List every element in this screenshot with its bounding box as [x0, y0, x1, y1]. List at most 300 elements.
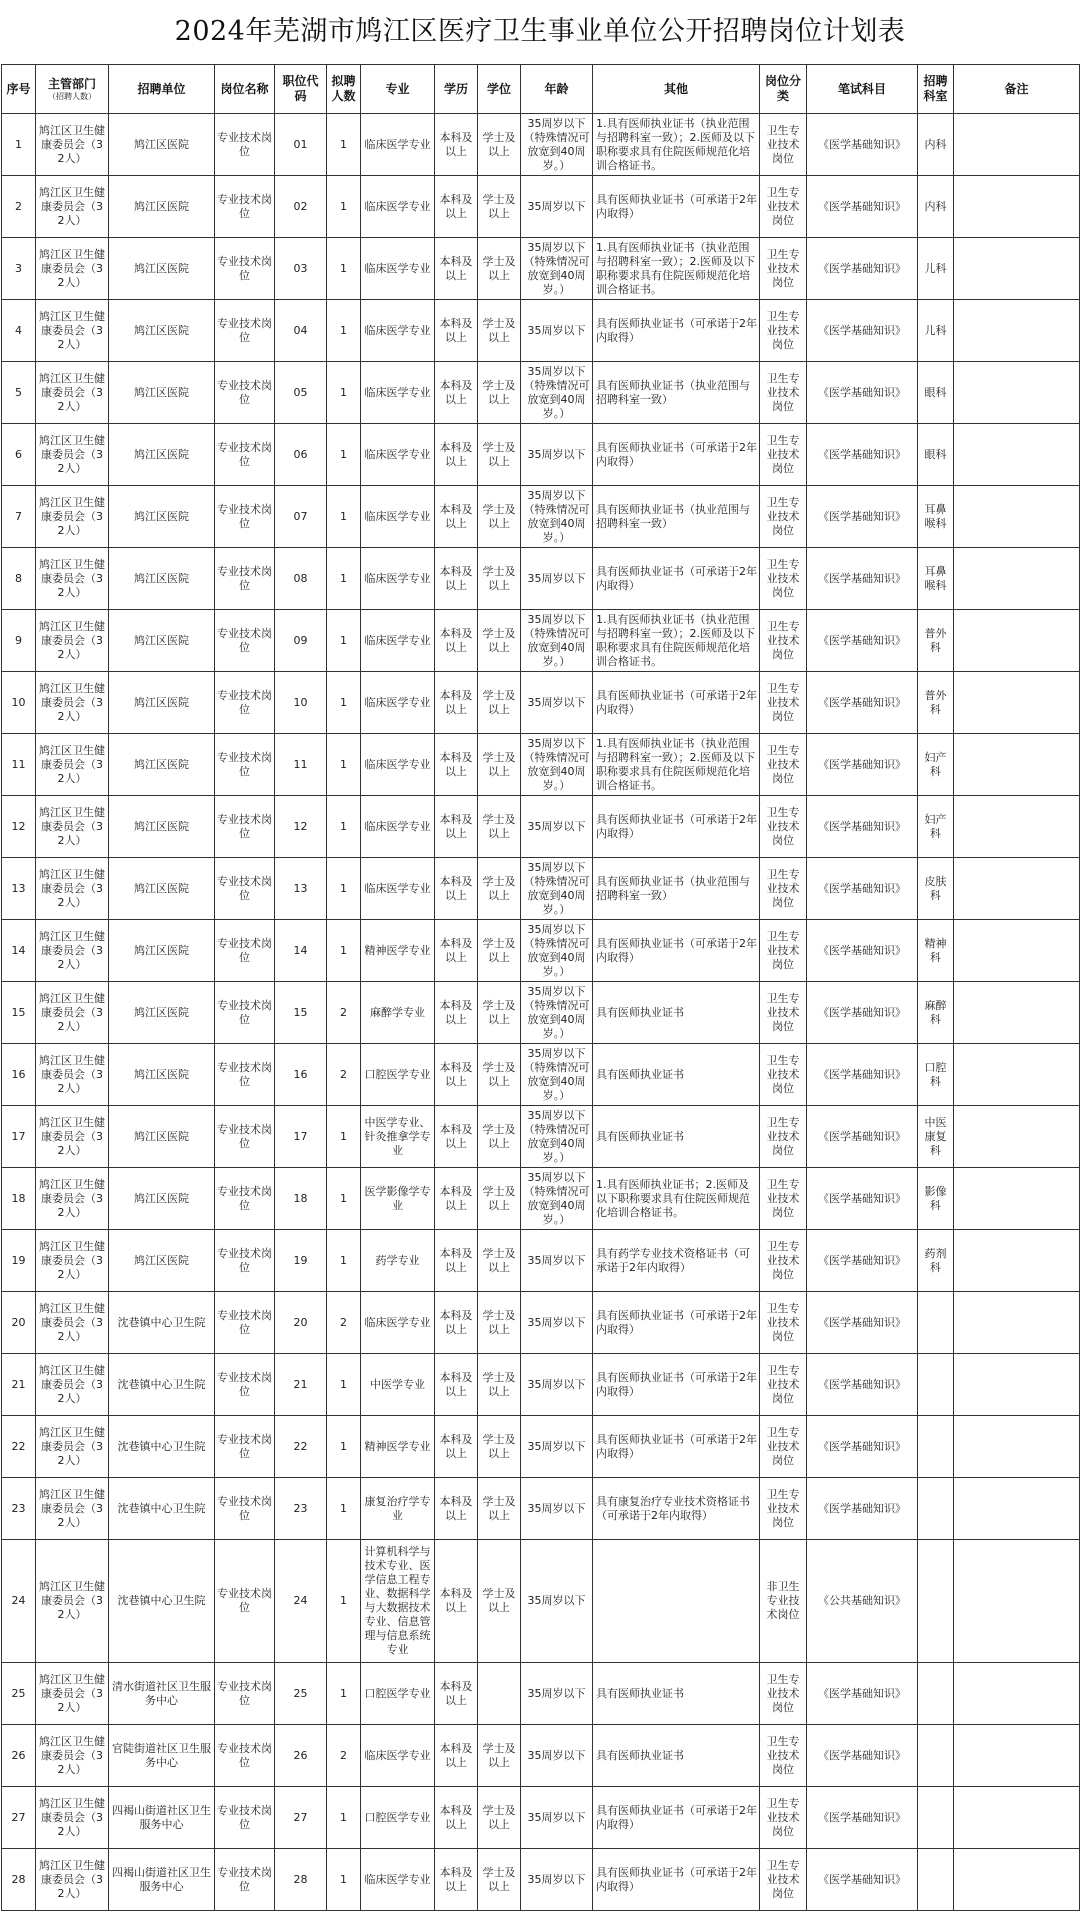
cell-code: 10 [275, 672, 327, 734]
cell-remark [954, 610, 1080, 672]
cell-degree: 学士及以上 [478, 300, 521, 362]
cell-post: 专业技术岗位 [215, 982, 275, 1044]
cell-exam: 《医学基础知识》 [807, 610, 918, 672]
table-row [2, 176, 1080, 238]
table-row [2, 1540, 1080, 1663]
cell-dept: 鸠江区卫生健康委员会（32人） [36, 548, 109, 610]
table-row [2, 920, 1080, 982]
cell-seq: 25 [2, 1663, 36, 1725]
cell-other: 具有医师执业证书（可承诺于2年内取得） [593, 548, 760, 610]
cell-major: 临床医学专业 [361, 548, 435, 610]
cell-category: 卫生专业技术岗位 [760, 1849, 807, 1911]
cell-remark [954, 734, 1080, 796]
cell-remark [954, 300, 1080, 362]
cell-major: 计算机科学与技术专业、医学信息工程专业、数据科学与大数据技术专业、信息管理与信息系统专业 [361, 1540, 435, 1663]
cell-remark [954, 672, 1080, 734]
cell-unit: 鸠江区医院 [109, 796, 215, 858]
cell-post: 专业技术岗位 [215, 1663, 275, 1725]
cell-edu: 本科及以上 [435, 486, 478, 548]
cell-other: 1.具有医师执业证书（执业范围与招聘科室一致）；2.医师及以下职称要求具有住院医师规范化培训合格证书。 [593, 238, 760, 300]
cell-code: 12 [275, 796, 327, 858]
cell-exam: 《医学基础知识》 [807, 424, 918, 486]
cell-age: 35周岁以下（特殊情况可放宽到40周岁。） [521, 858, 593, 920]
cell-num: 1 [327, 176, 361, 238]
cell-other: 具有医师执业证书 [593, 1106, 760, 1168]
cell-exam: 《医学基础知识》 [807, 548, 918, 610]
cell-age: 35周岁以下 [521, 1230, 593, 1292]
header-code: 职位代码 [275, 65, 327, 114]
cell-major: 医学影像学专业 [361, 1168, 435, 1230]
cell-remark [954, 1416, 1080, 1478]
cell-edu: 本科及以上 [435, 300, 478, 362]
cell-degree: 学士及以上 [478, 1354, 521, 1416]
cell-age: 35周岁以下 [521, 300, 593, 362]
cell-code: 07 [275, 486, 327, 548]
cell-dept: 鸠江区卫生健康委员会（32人） [36, 1849, 109, 1911]
table-row [2, 1478, 1080, 1540]
cell-major: 康复治疗学专业 [361, 1478, 435, 1540]
table-row [2, 548, 1080, 610]
cell-code: 11 [275, 734, 327, 796]
header-post-name: 岗位名称 [215, 65, 275, 114]
header-remark: 备注 [954, 65, 1080, 114]
cell-seq: 28 [2, 1849, 36, 1911]
cell-room: 眼科 [918, 362, 954, 424]
cell-major: 临床医学专业 [361, 300, 435, 362]
cell-remark [954, 796, 1080, 858]
cell-exam: 《医学基础知识》 [807, 238, 918, 300]
cell-code: 22 [275, 1416, 327, 1478]
cell-edu: 本科及以上 [435, 610, 478, 672]
cell-room [918, 1849, 954, 1911]
cell-post: 专业技术岗位 [215, 1168, 275, 1230]
cell-remark [954, 1725, 1080, 1787]
cell-exam: 《医学基础知识》 [807, 1725, 918, 1787]
cell-num: 1 [327, 114, 361, 176]
cell-edu: 本科及以上 [435, 1725, 478, 1787]
cell-major: 口腔医学专业 [361, 1787, 435, 1849]
cell-edu: 本科及以上 [435, 858, 478, 920]
cell-category: 卫生专业技术岗位 [760, 486, 807, 548]
cell-degree: 学士及以上 [478, 238, 521, 300]
cell-seq: 23 [2, 1478, 36, 1540]
cell-major: 临床医学专业 [361, 1849, 435, 1911]
cell-unit: 鸠江区医院 [109, 1168, 215, 1230]
cell-degree [478, 1663, 521, 1725]
cell-seq: 13 [2, 858, 36, 920]
cell-other: 具有医师执业证书（执业范围与招聘科室一致） [593, 858, 760, 920]
cell-dept: 鸠江区卫生健康委员会（32人） [36, 1787, 109, 1849]
table-row [2, 796, 1080, 858]
cell-category: 卫生专业技术岗位 [760, 982, 807, 1044]
cell-edu: 本科及以上 [435, 796, 478, 858]
cell-degree: 学士及以上 [478, 796, 521, 858]
cell-age: 35周岁以下 [521, 424, 593, 486]
cell-remark [954, 362, 1080, 424]
cell-code: 03 [275, 238, 327, 300]
cell-category: 卫生专业技术岗位 [760, 1106, 807, 1168]
cell-post: 专业技术岗位 [215, 920, 275, 982]
cell-degree: 学士及以上 [478, 672, 521, 734]
cell-major: 精神医学专业 [361, 920, 435, 982]
cell-edu: 本科及以上 [435, 238, 478, 300]
cell-num: 1 [327, 238, 361, 300]
cell-edu: 本科及以上 [435, 1478, 478, 1540]
cell-exam: 《医学基础知识》 [807, 1787, 918, 1849]
cell-category: 卫生专业技术岗位 [760, 1787, 807, 1849]
cell-unit: 鸠江区医院 [109, 672, 215, 734]
cell-category: 卫生专业技术岗位 [760, 610, 807, 672]
cell-age: 35周岁以下 [521, 1540, 593, 1663]
cell-num: 1 [327, 1478, 361, 1540]
table-row [2, 610, 1080, 672]
cell-post: 专业技术岗位 [215, 114, 275, 176]
cell-exam: 《医学基础知识》 [807, 1354, 918, 1416]
recruitment-table [1, 64, 1080, 1911]
cell-room [918, 1787, 954, 1849]
cell-post: 专业技术岗位 [215, 300, 275, 362]
cell-other: 具有医师执业证书（可承诺于2年内取得） [593, 1787, 760, 1849]
table-row [2, 982, 1080, 1044]
cell-degree: 学士及以上 [478, 1044, 521, 1106]
cell-category: 非卫生专业技术岗位 [760, 1540, 807, 1663]
header-num: 拟聘人数 [327, 65, 361, 114]
cell-category: 卫生专业技术岗位 [760, 548, 807, 610]
cell-remark [954, 982, 1080, 1044]
cell-unit: 鸠江区医院 [109, 114, 215, 176]
table-row [2, 858, 1080, 920]
table-row [2, 362, 1080, 424]
header-age: 年龄 [521, 65, 593, 114]
cell-edu: 本科及以上 [435, 920, 478, 982]
cell-exam: 《医学基础知识》 [807, 300, 918, 362]
cell-seq: 5 [2, 362, 36, 424]
cell-room: 耳鼻喉科 [918, 548, 954, 610]
header-degree: 学位 [478, 65, 521, 114]
cell-remark [954, 238, 1080, 300]
cell-major: 口腔医学专业 [361, 1663, 435, 1725]
cell-major: 药学专业 [361, 1230, 435, 1292]
cell-post: 专业技术岗位 [215, 1106, 275, 1168]
cell-degree: 学士及以上 [478, 920, 521, 982]
cell-code: 21 [275, 1354, 327, 1416]
cell-other: 具有医师执业证书 [593, 1725, 760, 1787]
cell-unit: 鸠江区医院 [109, 548, 215, 610]
cell-major: 临床医学专业 [361, 1292, 435, 1354]
table-row [2, 424, 1080, 486]
cell-other: 具有医师执业证书（可承诺于2年内取得） [593, 1292, 760, 1354]
cell-age: 35周岁以下（特殊情况可放宽到40周岁。） [521, 238, 593, 300]
header-category: 岗位分类 [760, 65, 807, 114]
header-exam: 笔试科目 [807, 65, 918, 114]
cell-unit: 沈巷镇中心卫生院 [109, 1416, 215, 1478]
cell-dept: 鸠江区卫生健康委员会（32人） [36, 1478, 109, 1540]
cell-edu: 本科及以上 [435, 1168, 478, 1230]
cell-num: 2 [327, 1292, 361, 1354]
cell-remark [954, 486, 1080, 548]
cell-degree: 学士及以上 [478, 1230, 521, 1292]
cell-room [918, 1354, 954, 1416]
cell-major: 临床医学专业 [361, 796, 435, 858]
cell-num: 1 [327, 920, 361, 982]
cell-remark [954, 1540, 1080, 1663]
cell-seq: 9 [2, 610, 36, 672]
cell-degree: 学士及以上 [478, 1725, 521, 1787]
table-row [2, 1725, 1080, 1787]
cell-unit: 沈巷镇中心卫生院 [109, 1478, 215, 1540]
cell-seq: 16 [2, 1044, 36, 1106]
cell-other: 具有医师执业证书 [593, 982, 760, 1044]
table-row [2, 1292, 1080, 1354]
cell-age: 35周岁以下 [521, 1725, 593, 1787]
cell-num: 1 [327, 672, 361, 734]
cell-major: 临床医学专业 [361, 486, 435, 548]
header-other: 其他 [593, 65, 760, 114]
cell-post: 专业技术岗位 [215, 238, 275, 300]
cell-num: 1 [327, 610, 361, 672]
cell-room [918, 1478, 954, 1540]
cell-seq: 26 [2, 1725, 36, 1787]
cell-edu: 本科及以上 [435, 672, 478, 734]
cell-dept: 鸠江区卫生健康委员会（32人） [36, 238, 109, 300]
cell-code: 27 [275, 1787, 327, 1849]
cell-exam: 《医学基础知识》 [807, 1292, 918, 1354]
cell-room: 普外科 [918, 610, 954, 672]
cell-remark [954, 1354, 1080, 1416]
cell-exam: 《医学基础知识》 [807, 1663, 918, 1725]
cell-dept: 鸠江区卫生健康委员会（32人） [36, 424, 109, 486]
cell-dept: 鸠江区卫生健康委员会（32人） [36, 982, 109, 1044]
cell-remark [954, 1292, 1080, 1354]
table-row [2, 1354, 1080, 1416]
cell-remark [954, 1168, 1080, 1230]
cell-num: 1 [327, 486, 361, 548]
cell-exam: 《医学基础知识》 [807, 920, 918, 982]
cell-post: 专业技术岗位 [215, 1725, 275, 1787]
cell-category: 卫生专业技术岗位 [760, 796, 807, 858]
cell-post: 专业技术岗位 [215, 362, 275, 424]
cell-exam: 《医学基础知识》 [807, 362, 918, 424]
cell-num: 1 [327, 1106, 361, 1168]
cell-degree: 学士及以上 [478, 858, 521, 920]
cell-unit: 鸠江区医院 [109, 176, 215, 238]
cell-exam: 《医学基础知识》 [807, 486, 918, 548]
cell-category: 卫生专业技术岗位 [760, 300, 807, 362]
cell-dept: 鸠江区卫生健康委员会（32人） [36, 486, 109, 548]
cell-category: 卫生专业技术岗位 [760, 176, 807, 238]
cell-other: 具有药学专业技术资格证书（可承诺于2年内取得） [593, 1230, 760, 1292]
cell-dept: 鸠江区卫生健康委员会（32人） [36, 858, 109, 920]
cell-code: 26 [275, 1725, 327, 1787]
cell-category: 卫生专业技术岗位 [760, 1292, 807, 1354]
cell-num: 1 [327, 734, 361, 796]
cell-remark [954, 1849, 1080, 1911]
cell-dept: 鸠江区卫生健康委员会（32人） [36, 920, 109, 982]
cell-major: 中医学专业、针灸推拿学专业 [361, 1106, 435, 1168]
cell-degree: 学士及以上 [478, 982, 521, 1044]
cell-room: 影像科 [918, 1168, 954, 1230]
cell-unit: 鸠江区医院 [109, 610, 215, 672]
cell-exam: 《医学基础知识》 [807, 1849, 918, 1911]
cell-dept: 鸠江区卫生健康委员会（32人） [36, 1725, 109, 1787]
cell-seq: 11 [2, 734, 36, 796]
cell-unit: 官陡街道社区卫生服务中心 [109, 1725, 215, 1787]
cell-code: 02 [275, 176, 327, 238]
cell-age: 35周岁以下（特殊情况可放宽到40周岁。） [521, 982, 593, 1044]
cell-category: 卫生专业技术岗位 [760, 114, 807, 176]
cell-age: 35周岁以下 [521, 1416, 593, 1478]
cell-code: 13 [275, 858, 327, 920]
cell-degree: 学士及以上 [478, 114, 521, 176]
cell-code: 18 [275, 1168, 327, 1230]
cell-unit: 鸠江区医院 [109, 1106, 215, 1168]
cell-room: 妇产科 [918, 734, 954, 796]
cell-post: 专业技术岗位 [215, 672, 275, 734]
cell-major: 临床医学专业 [361, 858, 435, 920]
cell-unit: 鸠江区医院 [109, 362, 215, 424]
cell-dept: 鸠江区卫生健康委员会（32人） [36, 1416, 109, 1478]
cell-unit: 鸠江区医院 [109, 920, 215, 982]
table-row [2, 1787, 1080, 1849]
cell-seq: 10 [2, 672, 36, 734]
cell-edu: 本科及以上 [435, 982, 478, 1044]
cell-major: 临床医学专业 [361, 424, 435, 486]
cell-remark [954, 1106, 1080, 1168]
header-dept-label: 主管部门 [47, 76, 96, 91]
cell-unit: 鸠江区医院 [109, 1044, 215, 1106]
cell-edu: 本科及以上 [435, 176, 478, 238]
cell-category: 卫生专业技术岗位 [760, 1230, 807, 1292]
cell-room [918, 1540, 954, 1663]
cell-num: 1 [327, 424, 361, 486]
cell-exam: 《医学基础知识》 [807, 858, 918, 920]
cell-other: 具有医师执业证书（可承诺于2年内取得） [593, 176, 760, 238]
cell-degree: 学士及以上 [478, 1168, 521, 1230]
cell-other: 具有医师执业证书（可承诺于2年内取得） [593, 1416, 760, 1478]
cell-post: 专业技术岗位 [215, 734, 275, 796]
cell-age: 35周岁以下（特殊情况可放宽到40周岁。） [521, 1106, 593, 1168]
cell-category: 卫生专业技术岗位 [760, 1478, 807, 1540]
cell-code: 20 [275, 1292, 327, 1354]
table-row [2, 1044, 1080, 1106]
cell-age: 35周岁以下（特殊情况可放宽到40周岁。） [521, 362, 593, 424]
cell-room: 精神科 [918, 920, 954, 982]
cell-age: 35周岁以下 [521, 1478, 593, 1540]
header-dept [36, 65, 109, 114]
cell-other: 具有医师执业证书（可承诺于2年内取得） [593, 1354, 760, 1416]
cell-seq: 3 [2, 238, 36, 300]
cell-code: 28 [275, 1849, 327, 1911]
cell-num: 1 [327, 1230, 361, 1292]
cell-dept: 鸠江区卫生健康委员会（32人） [36, 114, 109, 176]
cell-degree: 学士及以上 [478, 1787, 521, 1849]
cell-dept: 鸠江区卫生健康委员会（32人） [36, 610, 109, 672]
cell-num: 1 [327, 1416, 361, 1478]
cell-age: 35周岁以下 [521, 1292, 593, 1354]
cell-major: 临床医学专业 [361, 114, 435, 176]
cell-seq: 18 [2, 1168, 36, 1230]
cell-room [918, 1292, 954, 1354]
cell-edu: 本科及以上 [435, 1230, 478, 1292]
cell-edu: 本科及以上 [435, 1292, 478, 1354]
cell-post: 专业技术岗位 [215, 1416, 275, 1478]
cell-edu: 本科及以上 [435, 1540, 478, 1663]
cell-seq: 24 [2, 1540, 36, 1663]
cell-num: 1 [327, 1787, 361, 1849]
cell-exam: 《医学基础知识》 [807, 1168, 918, 1230]
cell-exam: 《医学基础知识》 [807, 114, 918, 176]
cell-num: 2 [327, 1044, 361, 1106]
cell-edu: 本科及以上 [435, 548, 478, 610]
cell-dept: 鸠江区卫生健康委员会（32人） [36, 796, 109, 858]
cell-seq: 6 [2, 424, 36, 486]
table-row [2, 734, 1080, 796]
cell-category: 卫生专业技术岗位 [760, 734, 807, 796]
cell-dept: 鸠江区卫生健康委员会（32人） [36, 1106, 109, 1168]
cell-exam: 《医学基础知识》 [807, 672, 918, 734]
cell-room: 口腔科 [918, 1044, 954, 1106]
cell-seq: 15 [2, 982, 36, 1044]
cell-major: 精神医学专业 [361, 1416, 435, 1478]
cell-seq: 4 [2, 300, 36, 362]
cell-unit: 四褐山街道社区卫生服务中心 [109, 1849, 215, 1911]
cell-room [918, 1663, 954, 1725]
cell-unit: 鸠江区医院 [109, 238, 215, 300]
cell-major: 临床医学专业 [361, 610, 435, 672]
cell-post: 专业技术岗位 [215, 1292, 275, 1354]
cell-room: 麻醉科 [918, 982, 954, 1044]
table-row [2, 1849, 1080, 1911]
header-major: 专业 [361, 65, 435, 114]
cell-dept: 鸠江区卫生健康委员会（32人） [36, 672, 109, 734]
cell-dept: 鸠江区卫生健康委员会（32人） [36, 1230, 109, 1292]
header-unit: 招聘单位 [109, 65, 215, 114]
cell-other: 1.具有医师执业证书（执业范围与招聘科室一致）；2.医师及以下职称要求具有住院医师规范化培训合格证书。 [593, 610, 760, 672]
cell-other: 具有医师执业证书（执业范围与招聘科室一致） [593, 486, 760, 548]
cell-code: 19 [275, 1230, 327, 1292]
cell-edu: 本科及以上 [435, 424, 478, 486]
cell-remark [954, 424, 1080, 486]
cell-room: 儿科 [918, 238, 954, 300]
header-edu: 学历 [435, 65, 478, 114]
cell-post: 专业技术岗位 [215, 1478, 275, 1540]
cell-degree: 学士及以上 [478, 1416, 521, 1478]
cell-edu: 本科及以上 [435, 1044, 478, 1106]
cell-num: 2 [327, 982, 361, 1044]
cell-room: 眼科 [918, 424, 954, 486]
cell-seq: 1 [2, 114, 36, 176]
cell-remark [954, 176, 1080, 238]
cell-code: 01 [275, 114, 327, 176]
cell-remark [954, 1787, 1080, 1849]
cell-edu: 本科及以上 [435, 362, 478, 424]
cell-remark [954, 114, 1080, 176]
table-row [2, 1106, 1080, 1168]
cell-major: 麻醉学专业 [361, 982, 435, 1044]
cell-remark [954, 858, 1080, 920]
cell-post: 专业技术岗位 [215, 176, 275, 238]
page-title: 2024年芜湖市鸠江区医疗卫生事业单位公开招聘岗位计划表 [174, 16, 906, 47]
header-room: 招聘科室 [918, 65, 954, 114]
cell-post: 专业技术岗位 [215, 1849, 275, 1911]
cell-degree: 学士及以上 [478, 1106, 521, 1168]
cell-category: 卫生专业技术岗位 [760, 858, 807, 920]
cell-code: 23 [275, 1478, 327, 1540]
cell-dept: 鸠江区卫生健康委员会（32人） [36, 1540, 109, 1663]
cell-seq: 20 [2, 1292, 36, 1354]
cell-seq: 27 [2, 1787, 36, 1849]
cell-unit: 沈巷镇中心卫生院 [109, 1354, 215, 1416]
